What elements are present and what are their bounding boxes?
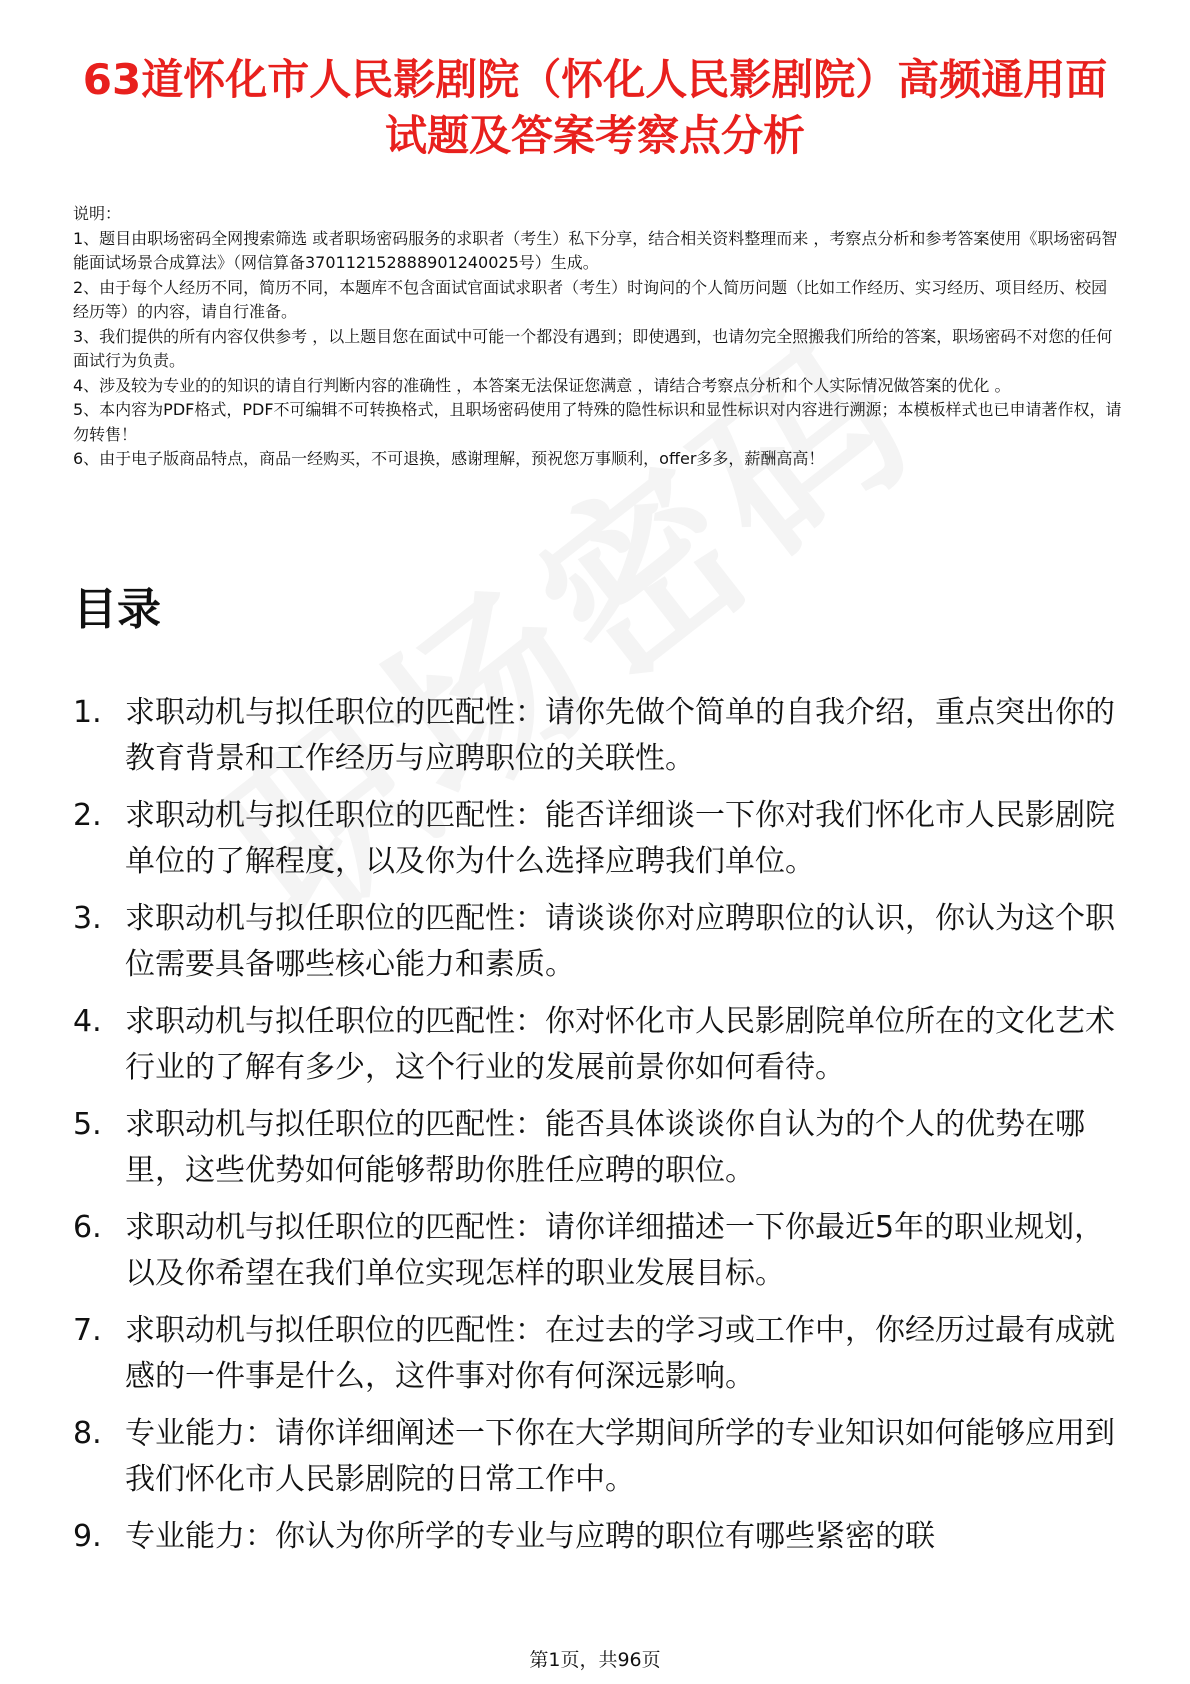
notes-section (73, 202, 1123, 472)
notes-item: 3、我们提供的所有内容仅供参考 ，以上题目您在面试中可能一个都没有遇到；即使遇到，也请勿完全照搬我们所给的答案，职场密码不对您的任何面试行为负责。 (73, 326, 1113, 370)
toc-item-number: 5. (73, 1107, 102, 1142)
toc-item-number: 9. (73, 1519, 102, 1554)
toc-item-text: 求职动机与拟任职位的匹配性：在过去的学习或工作中，你经历过最有成就感的一件事是什么，这件事对你有何深远影响。 (125, 1313, 1115, 1394)
notes-item: 4、涉及较为专业的的知识的请自行判断内容的准确性 ，本答案无法保证您满意 ，请结合考察点分析和个人实际情况做答案的优化 。 (73, 375, 1011, 395)
document-title: 63道怀化市人民影剧院（怀化人民影剧院）高频通用面试题及答案考察点分析 (82, 55, 1108, 160)
toc-item[interactable] (73, 690, 1133, 782)
toc-item-text: 求职动机与拟任职位的匹配性：请谈谈你对应聘职位的认识，你认为这个职位需要具备哪些核心能力和素质。 (125, 901, 1115, 982)
notes-item: 2、由于每个人经历不同，简历不同，本题库不包含面试官面试求职者（考生）时询问的个人简历问题（比如工作经历、实习经历、项目经历、校园经历等）的内容，请自行准备。 (73, 277, 1108, 321)
toc-item-number: 7. (73, 1313, 102, 1348)
toc-item-text: 求职动机与拟任职位的匹配性：能否具体谈谈你自认为的个人的优势在哪里，这些优势如何能够帮助你胜任应聘的职位。 (125, 1107, 1085, 1188)
notes-item: 1、题目由职场密码全网搜索筛选 或者职场密码服务的求职者（考生）私下分享，结合相关资料整理而来 ，考察点分析和参考答案使用《职场密码智能面试场景合成算法》（网信算备370112152888901240025号）生成。 (73, 228, 1118, 272)
toc-item-text: 专业能力：请你详细阐述一下你在大学期间所学的专业知识如何能够应用到我们怀化市人民影剧院的日常工作中。 (125, 1416, 1115, 1497)
notes-item: 5、本内容为PDF格式，PDF不可编辑不可转换格式，且职场密码使用了特殊的隐性标识和显性标识对内容进行溯源；本模板样式也已申请著作权，请勿转售！ (73, 400, 1122, 444)
toc-item-number: 4. (73, 1004, 102, 1039)
toc-item-text: 求职动机与拟任职位的匹配性：能否详细谈一下你对我们怀化市人民影剧院单位的了解程度，以及你为什么选择应聘我们单位。 (125, 798, 1115, 879)
toc-item[interactable] (73, 1514, 1133, 1560)
toc-item-text: 求职动机与拟任职位的匹配性：请你先做个简单的自我介绍，重点突出你的教育背景和工作经历与应聘职位的关联性。 (125, 695, 1115, 776)
toc-list (73, 690, 1133, 1571)
page-footer: 第1页，共96页 (529, 1649, 661, 1671)
toc-item-number: 1. (73, 695, 102, 730)
toc-item-text: 专业能力：你认为你所学的专业与应聘的职位有哪些紧密的联 (125, 1519, 935, 1554)
toc-item[interactable] (73, 999, 1133, 1091)
toc-item[interactable] (73, 793, 1133, 885)
toc-item-number: 6. (73, 1210, 102, 1245)
toc-item[interactable] (73, 1308, 1133, 1400)
toc-item-text: 求职动机与拟任职位的匹配性：请你详细描述一下你最近5年的职业规划，以及你希望在我们单位实现怎样的职业发展目标。 (125, 1210, 1105, 1291)
toc-item[interactable] (73, 1411, 1133, 1503)
toc-item[interactable] (73, 896, 1133, 988)
toc-item-text: 求职动机与拟任职位的匹配性：你对怀化市人民影剧院单位所在的文化艺术行业的了解有多少，这个行业的发展前景你如何看待。 (125, 1004, 1115, 1085)
toc-item-number: 2. (73, 798, 102, 833)
toc-item-number: 8. (73, 1416, 102, 1451)
toc-item[interactable] (73, 1102, 1133, 1194)
toc-heading: 目录 (73, 584, 161, 635)
toc-item[interactable] (73, 1205, 1133, 1297)
notes-item: 6、由于电子版商品特点，商品一经购买，不可退换，感谢理解，预祝您万事顺利，offer多多，薪酬高高！ (73, 449, 825, 468)
notes-heading: 说明： (73, 204, 122, 223)
toc-item-number: 3. (73, 901, 102, 936)
